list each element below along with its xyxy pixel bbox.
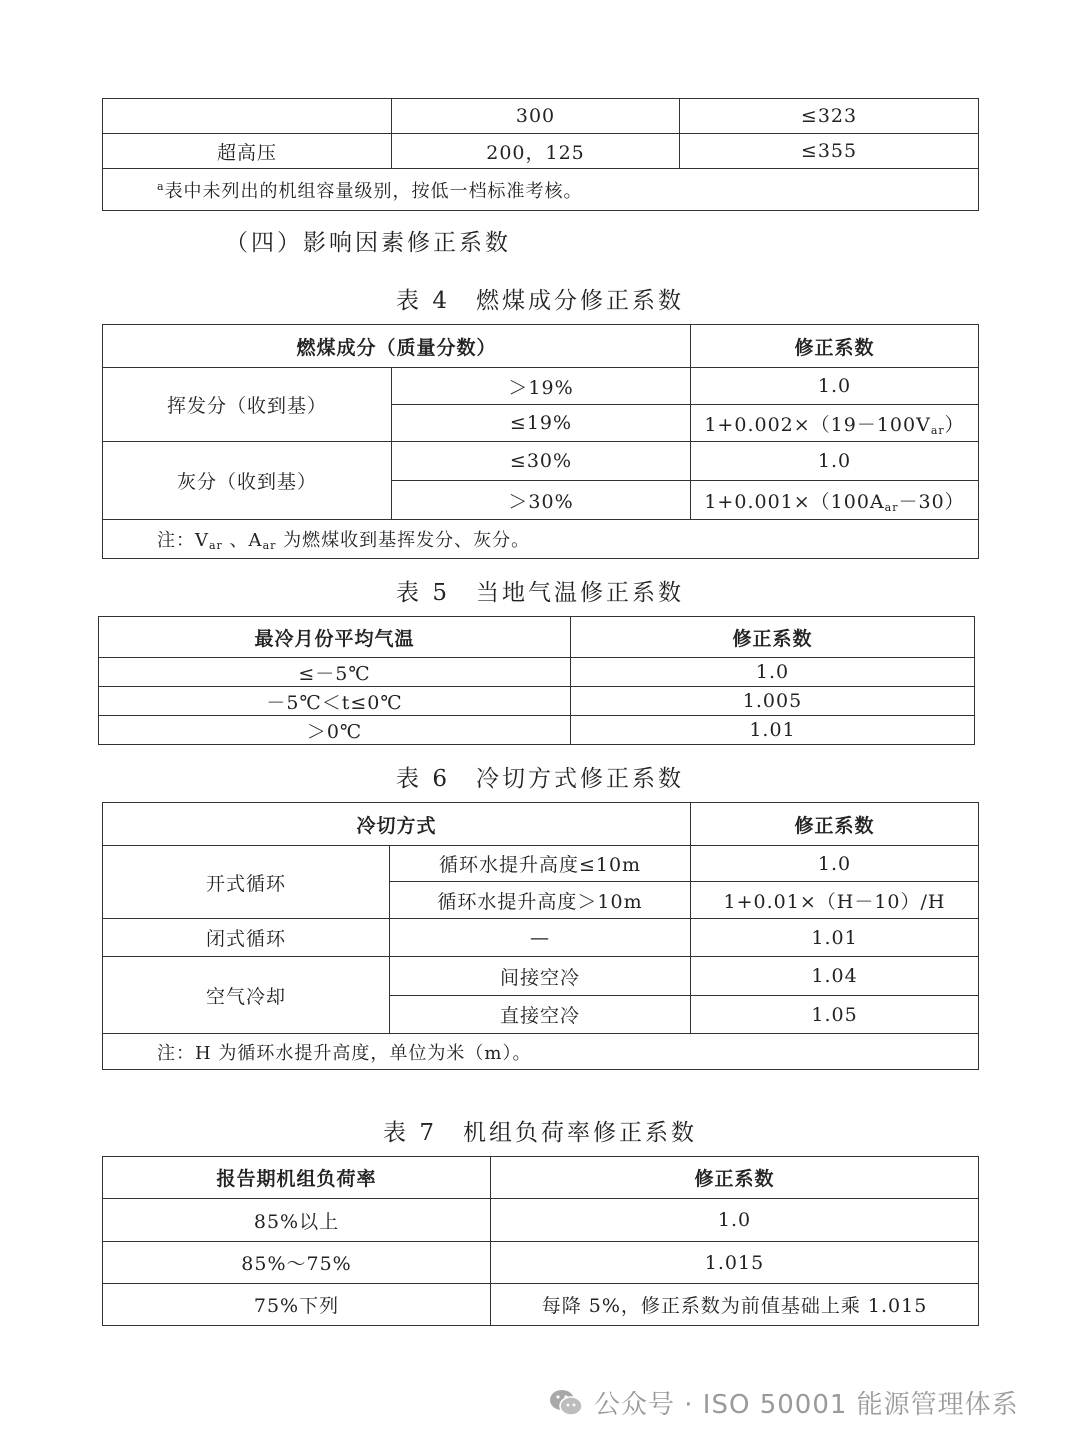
cell: ≤30% — [392, 442, 691, 481]
table4-caption: 表 4 燃煤成分修正系数 — [396, 288, 684, 314]
group-cell: 挥发分（收到基） — [103, 368, 392, 442]
cell: 间接空冷 — [390, 957, 691, 996]
coef-text: 1+0.002×（19－100V — [704, 413, 931, 436]
cell: 1.0 — [491, 1199, 979, 1242]
cell: 85%以上 — [103, 1199, 491, 1242]
cell: 300 — [392, 99, 680, 134]
group-cell: 开式循环 — [103, 846, 390, 919]
cell: 1.01 — [691, 919, 979, 957]
cell — [691, 481, 979, 520]
note-text: 注：V — [157, 530, 209, 551]
wechat-icon — [548, 1387, 584, 1419]
cell: ≤－5℃ — [99, 658, 571, 687]
cell: 每降 5%，修正系数为前值基础上乘 1.015 — [491, 1284, 979, 1326]
cell: －5℃＜t≤0℃ — [99, 687, 571, 716]
note-mark: a — [157, 179, 165, 193]
cell: 1.0 — [691, 846, 979, 882]
note-text: 为燃煤收到基挥发分、灰分。 — [276, 530, 531, 551]
cell: — — [390, 919, 691, 957]
note-text: 、A — [222, 530, 263, 551]
header-cell: 燃煤成分（质量分数） — [103, 325, 691, 368]
cell: 1.04 — [691, 957, 979, 996]
header-cell: 修正系数 — [491, 1157, 979, 1199]
cell: 1.015 — [491, 1242, 979, 1284]
table4 — [102, 324, 979, 559]
table6-caption: 表 6 冷切方式修正系数 — [396, 766, 684, 792]
table7-caption: 表 7 机组负荷率修正系数 — [383, 1120, 697, 1146]
footer-text: 公众号 · ISO 50001 能源管理体系 — [594, 1390, 1019, 1420]
cell: 1.0 — [691, 442, 979, 481]
cell: 1.0 — [571, 658, 975, 687]
table7 — [102, 1156, 979, 1326]
coef-sub: ar — [884, 500, 899, 514]
footer-watermark — [548, 1384, 1019, 1421]
table4-note — [103, 520, 979, 559]
cell: 1.01 — [571, 716, 975, 745]
cell: 200，125 — [392, 134, 680, 169]
cell: 超高压 — [103, 134, 392, 169]
cell: ≤323 — [680, 99, 979, 134]
cell: ＞0℃ — [99, 716, 571, 745]
cell: 85%～75% — [103, 1242, 491, 1284]
cell: ＞30% — [392, 481, 691, 520]
cell: 循环水提升高度≤10m — [390, 846, 691, 882]
section-heading: （四）影响因素修正系数 — [225, 230, 511, 256]
table5 — [98, 616, 975, 745]
header-cell: 修正系数 — [691, 803, 979, 846]
table3-tail — [102, 98, 979, 211]
group-cell: 空气冷却 — [103, 957, 390, 1034]
table5-caption: 表 5 当地气温修正系数 — [396, 580, 684, 606]
coef-text: ） — [944, 413, 965, 436]
group-cell: 闭式循环 — [103, 919, 390, 957]
group-cell: 灰分（收到基） — [103, 442, 392, 520]
cell: ＞19% — [392, 368, 691, 405]
cell: 1.005 — [571, 687, 975, 716]
header-cell: 最冷月份平均气温 — [99, 617, 571, 658]
header-cell: 修正系数 — [691, 325, 979, 368]
table6 — [102, 802, 979, 1070]
cell: 循环水提升高度＞10m — [390, 882, 691, 919]
coef-text: 1+0.001×（100A — [704, 490, 885, 513]
cell: ≤19% — [392, 405, 691, 442]
table3-note — [103, 169, 979, 211]
note-text: 表中未列出的机组容量级别，按低一档标准考核。 — [164, 180, 583, 202]
table6-note: 注：H 为循环水提升高度，单位为米（m）。 — [103, 1034, 979, 1070]
cell: 1.05 — [691, 996, 979, 1034]
note-sub: ar — [209, 539, 223, 552]
header-cell: 报告期机组负荷率 — [103, 1157, 491, 1199]
cell: 直接空冷 — [390, 996, 691, 1034]
cell: 1.0 — [691, 368, 979, 405]
header-cell: 冷切方式 — [103, 803, 691, 846]
note-sub: ar — [262, 539, 277, 552]
coef-text: －30） — [898, 490, 965, 513]
cell — [103, 99, 392, 134]
cell: 1+0.01×（H－10）/H — [691, 882, 979, 919]
cell: 75%下列 — [103, 1284, 491, 1326]
header-cell: 修正系数 — [571, 617, 975, 658]
coef-sub: ar — [930, 423, 945, 437]
cell: ≤355 — [680, 134, 979, 169]
cell — [691, 405, 979, 442]
